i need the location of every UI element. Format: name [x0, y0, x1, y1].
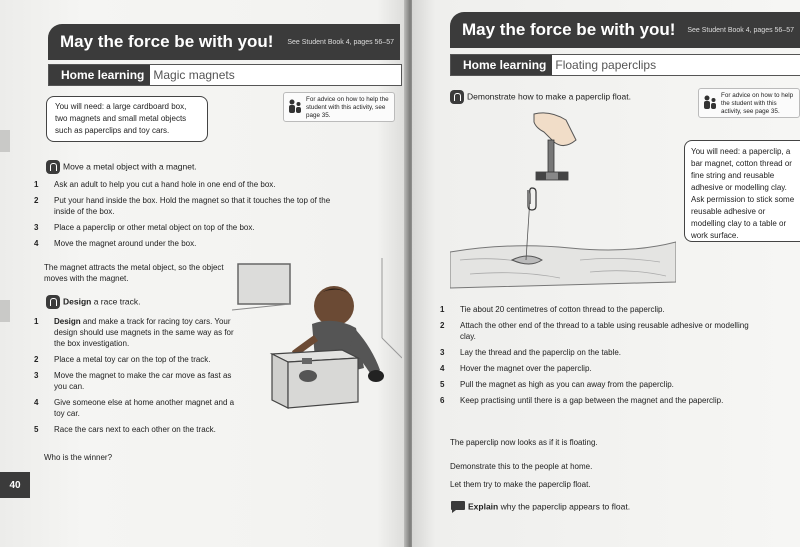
steps-list	[440, 304, 750, 406]
activity-heading	[46, 295, 246, 309]
floating-paperclip-illustration	[450, 110, 676, 290]
activity-text: a race track.	[93, 296, 141, 307]
page-number: 40	[0, 472, 30, 498]
explain-text: why the paperclip appears to float.	[500, 501, 631, 512]
instruction-text: Demonstrate this to the people at home.	[450, 462, 593, 471]
materials-box	[684, 140, 800, 242]
list-item: 1 Ask an adult to help you cut a hand hole in one end of the box.	[34, 180, 276, 189]
activity-bold: Design	[63, 296, 92, 307]
section-topic: Magic magnets	[153, 68, 235, 82]
advice-text: For advice on how to help the student with this activity, see page 35.	[306, 96, 389, 119]
step-text: Put your hand inside the box. Hold the magnet so that it touches the top of the inside of the box.	[54, 196, 331, 216]
list-item: 3 Lay the thread and the paperclip on the table.	[440, 348, 622, 357]
instruction-text: Let them try to make the paperclip float.	[450, 480, 591, 489]
materials-text: You will need: a paperclip, a bar magnet, cotton thread or fine string and reusable adhesive or modelling clay. Ask permission to stick some reusable adhesive or modelling clay to a table or work surface.	[691, 147, 795, 240]
list-item: 5 Race the cars next to each other on the track.	[34, 425, 216, 434]
list-item: 1 Design and make a track for racing toy cars. Your design should use magnets in the same way as for the box investigation.	[34, 317, 234, 348]
step-text: Tie about 20 centimetres of cotton thread to the paperclip.	[460, 305, 665, 314]
activity-text: Demonstrate how to make a paperclip float.	[467, 91, 631, 102]
book-reference: See Student Book 4, pages 56–57	[287, 38, 394, 46]
explain-heading	[450, 500, 750, 514]
materials-box	[46, 96, 208, 142]
parents-icon	[702, 94, 718, 110]
step-text: Place a metal toy car on the top of the track.	[54, 355, 211, 364]
result-text: The magnet attracts the metal object, so the object moves with the magnet.	[44, 263, 224, 283]
page-title: May the force be with you!	[462, 20, 676, 39]
list-item: 5 Pull the magnet as high as you can away from the paperclip.	[440, 380, 674, 389]
step-text: and make a track for racing toy cars. Your design should use magnets in the same way as for the box investigation.	[54, 317, 234, 348]
result-text: The paperclip now looks as if it is floating.	[450, 438, 598, 447]
step-text: Ask an adult to help you cut a hand hole in one end of the box.	[54, 180, 276, 189]
list-item: 3 Place a paperclip or other metal object on top of the box.	[34, 223, 255, 232]
activity-heading	[450, 90, 690, 104]
step-text: Pull the magnet as high as you can away from the paperclip.	[460, 380, 674, 389]
step-text: Move the magnet to make the car move as fast as you can.	[54, 371, 232, 391]
materials-text: You will need: a large cardboard box, two magnets and small metal objects such as paperclips and toy cars.	[55, 102, 187, 135]
page-title-banner	[450, 12, 800, 48]
step-text: Keep practising until there is a gap between the magnet and the paperclip.	[460, 396, 724, 405]
page-edge-tab	[0, 130, 10, 152]
step-text: Place a paperclip or other metal object on top of the box.	[54, 223, 255, 232]
steps-list	[34, 179, 344, 249]
list-item: 2 Place a metal toy car on the top of the track.	[34, 355, 211, 364]
section-header	[450, 54, 800, 76]
step-text: Move the magnet around under the box.	[54, 239, 197, 248]
list-item: 4 Move the magnet around under the box.	[34, 239, 197, 248]
step-text: Give someone else at home another magnet and a toy car.	[54, 398, 235, 418]
list-item: 1 Tie about 20 centimetres of cotton thread to the paperclip.	[440, 305, 665, 314]
steps-list	[34, 316, 236, 435]
hand-icon	[46, 295, 60, 309]
list-item: 6 Keep practising until there is a gap between the magnet and the paperclip.	[440, 396, 724, 405]
step-text: Attach the other end of the thread to a table using reusable adhesive or modelling clay.	[460, 321, 749, 341]
section-label: Home learning	[49, 65, 150, 85]
child-with-box-illustration	[232, 258, 402, 418]
activity-text: Move a metal object with a magnet.	[63, 161, 197, 172]
step-bold: Design	[54, 317, 81, 326]
explain-bold: Explain	[468, 501, 499, 512]
activity-heading	[46, 160, 386, 174]
right-page	[412, 0, 800, 547]
advice-box	[698, 88, 800, 118]
book-reference: See Student Book 4, pages 56–57	[687, 26, 794, 34]
section-header	[48, 64, 402, 86]
list-item: 2 Attach the other end of the thread to a table using reusable adhesive or modelling clay.	[440, 321, 749, 341]
section-label: Home learning	[451, 55, 552, 75]
step-text: Lay the thread and the paperclip on the table.	[460, 348, 622, 357]
speech-bubble-icon	[450, 500, 466, 514]
page-title: May the force be with you!	[60, 32, 274, 51]
parents-icon	[287, 98, 303, 114]
question-text: Who is the winner?	[44, 453, 113, 462]
advice-box	[283, 92, 395, 122]
advice-text: For advice on how to help the student with this activity, see page 35.	[721, 92, 794, 115]
step-text: Hover the magnet over the paperclip.	[460, 364, 592, 373]
page-edge-tab	[0, 300, 10, 322]
hand-icon	[450, 90, 464, 104]
page-title-banner	[48, 24, 400, 60]
list-item: 2 Put your hand inside the box. Hold the magnet so that it touches the top of the inside of the box.	[34, 196, 331, 216]
list-item: 4 Give someone else at home another magnet and a toy car.	[34, 398, 235, 418]
step-text: Race the cars next to each other on the track.	[54, 425, 216, 434]
section-topic: Floating paperclips	[555, 58, 657, 72]
list-item: 3 Move the magnet to make the car move as fast as you can.	[34, 371, 232, 391]
hand-icon	[46, 160, 60, 174]
list-item: 4 Hover the magnet over the paperclip.	[440, 364, 592, 373]
